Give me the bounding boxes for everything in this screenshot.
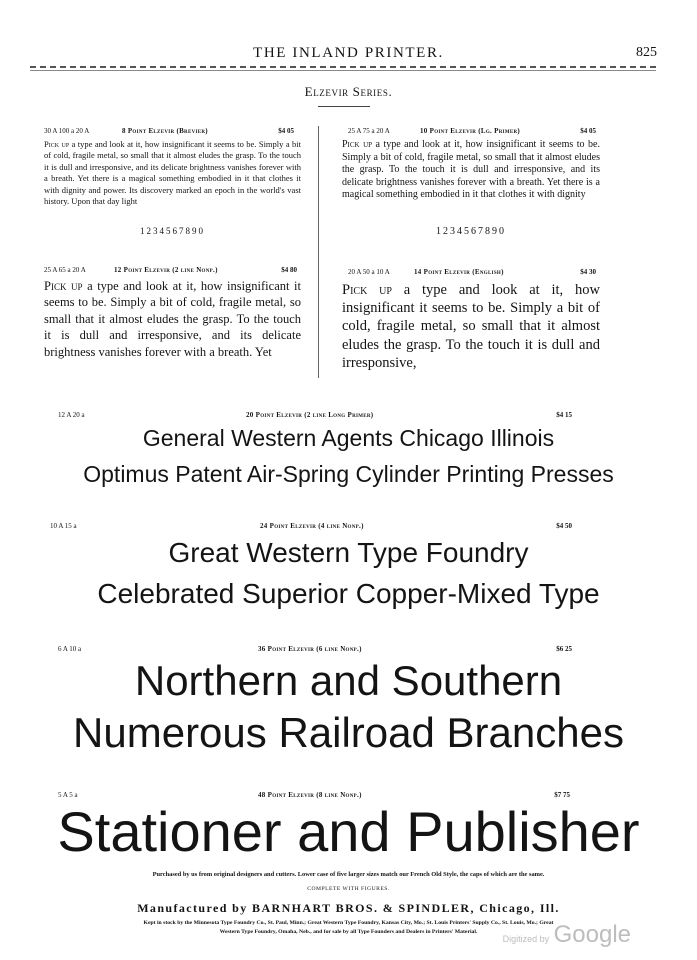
sample-lead: Pick up <box>44 279 83 293</box>
footer-note: Purchased by us from original designers and cutters. Lower case of five larger sizes match our French Old Style, the caps of which are the same. <box>152 871 545 878</box>
footer-stock-line-2: Western Type Foundry, Omaha, Neb., and for sale by all Type Founders and Dealers in Printers' Material. <box>219 929 478 935</box>
specimen-8pt-sample <box>44 139 301 207</box>
series-title: Elzevir Series. <box>304 84 393 99</box>
specimen-12pt-sample <box>44 278 301 360</box>
specimen-quantity: 12 A 20 a <box>58 411 85 419</box>
specimen-quantity: 6 A 10 a <box>58 645 82 653</box>
specimen-name: 24 Point Elzevir (4 line Nonp.) <box>260 522 364 530</box>
specimen-36pt-line-1: Northern and Southern <box>134 657 563 704</box>
page-number: 825 <box>636 45 657 60</box>
specimen-price: $4 30 <box>580 268 596 276</box>
specimen-48pt-line-1: Stationer and Publisher <box>57 800 640 863</box>
specimen-24pt-line-1: Great Western Type Foundry <box>168 537 529 568</box>
specimen-price: $4 05 <box>580 127 596 135</box>
specimen-name: 10 Point Elzevir (Lg. Primer) <box>420 127 521 135</box>
specimen-24pt-label <box>50 522 572 532</box>
specimen-quantity: 10 A 15 a <box>50 522 77 530</box>
sample-text: a type and look at it, how insignificant it seems to be. Simply a bit of cold, fragile metal, so small that it almost eludes the grasp. To the touch it is dull and irresponsive, <box>342 282 600 371</box>
specimen-quantity: 20 A 50 a 10 A <box>348 268 390 276</box>
footer-stock-line-1: Kept in stock by the Minnesota Type Foundry Co., St. Paul, Minn.; Great Western Type Foundry, Kansas City, Mo.; St. Louis Printers' Supply Co., St. Louis, Mo.; Great <box>143 920 554 926</box>
header-rule-thin <box>30 70 656 71</box>
watermark-prefix: Digitized by <box>502 934 550 944</box>
specimen-price: $4 50 <box>556 522 572 530</box>
specimen-name: 14 Point Elzevir (English) <box>414 268 504 276</box>
specimen-quantity: 25 A 65 a 20 A <box>44 266 86 274</box>
specimen-name: 12 Point Elzevir (2 line Nonp.) <box>114 266 218 274</box>
running-head <box>0 45 697 65</box>
specimen-20pt-line-1: General Western Agents Chicago Illinois <box>142 425 555 451</box>
sample-lead: Pick up <box>342 139 373 150</box>
specimen-price: $4 15 <box>556 411 572 419</box>
specimen-14pt-label <box>348 268 596 278</box>
specimen-quantity: 30 A 100 a 20 A <box>44 127 90 135</box>
specimen-price: $7 75 <box>554 791 570 799</box>
series-rule <box>318 106 370 107</box>
journal-title: THE INLAND PRINTER. <box>253 45 444 61</box>
sample-lead: Pick up <box>342 282 392 298</box>
specimen-10pt-sample <box>342 139 600 202</box>
watermark-brand: Google <box>553 921 631 948</box>
specimen-10pt-figures: 1234567890 <box>436 226 506 237</box>
column-divider <box>318 126 319 378</box>
specimen-20pt-label <box>58 411 572 421</box>
specimen-36pt-label <box>58 645 572 655</box>
specimen-price: $6 25 <box>556 645 572 653</box>
specimen-8pt-figures: 1234567890 <box>140 226 205 236</box>
specimen-quantity: 5 A 5 a <box>58 791 78 799</box>
footer-complete: COMPLETE WITH FIGURES. <box>307 886 390 892</box>
specimen-name: 8 Point Elzevir (Brevier) <box>122 127 208 135</box>
sample-lead: Pick up <box>44 139 70 149</box>
sample-text: a type and look at it, how insignificant it seems to be. Simply a bit of cold, fragile metal, so small that it almost eludes the grasp. To the touch it is dull and irresponsive, and its delicate brightness vanishes forever with a breath. Yet <box>44 279 301 359</box>
google-watermark <box>503 921 631 949</box>
specimen-price: $4 05 <box>278 127 294 135</box>
specimen-price: $4 80 <box>281 266 297 274</box>
specimen-name: 20 Point Elzevir (2 line Long Primer) <box>246 411 374 419</box>
specimen-name: 36 Point Elzevir (6 line Nonp.) <box>258 645 362 653</box>
specimen-20pt-line-2: Optimus Patent Air-Spring Cylinder Printing Presses <box>83 461 614 487</box>
footer-manufacturer: Manufactured by BARNHART BROS. & SPINDLER, Chicago, Ill. <box>137 901 560 915</box>
specimen-10pt-label <box>348 127 596 137</box>
specimen-36pt-line-2: Numerous Railroad Branches <box>73 709 624 756</box>
specimen-name: 48 Point Elzevir (8 line Nonp.) <box>258 791 362 799</box>
specimen-quantity: 25 A 75 a 20 A <box>348 127 390 135</box>
specimen-12pt-label <box>44 266 297 276</box>
sample-text: a type and look at it, how insignificant it seems to be. Simply a bit of cold, fragile metal, so small that it almost eludes the grasp. To the touch it is dull and irresponsive, and its delicate brightness vanishes forever with a breath. Yet there is a magical something embodied in it that clothes it with dignity and power. Its discovery marked an epoch in the world's vast history. Upon that day light <box>44 139 301 207</box>
specimen-14pt-sample <box>342 281 600 372</box>
sample-text: a type and look at it, how insignificant it seems to be. Simply a bit of cold, fragile metal, so small that it almost eludes the grasp. To the touch it is dull and irresponsive, and its delicate brightness vanishes forever with a breath. Yet there is a magical something embodied in it that clothes it with dignity <box>342 139 600 201</box>
specimen-24pt-line-2: Celebrated Superior Copper-Mixed Type <box>97 578 600 609</box>
specimen-8pt-label <box>44 127 294 137</box>
header-rule <box>30 66 656 68</box>
